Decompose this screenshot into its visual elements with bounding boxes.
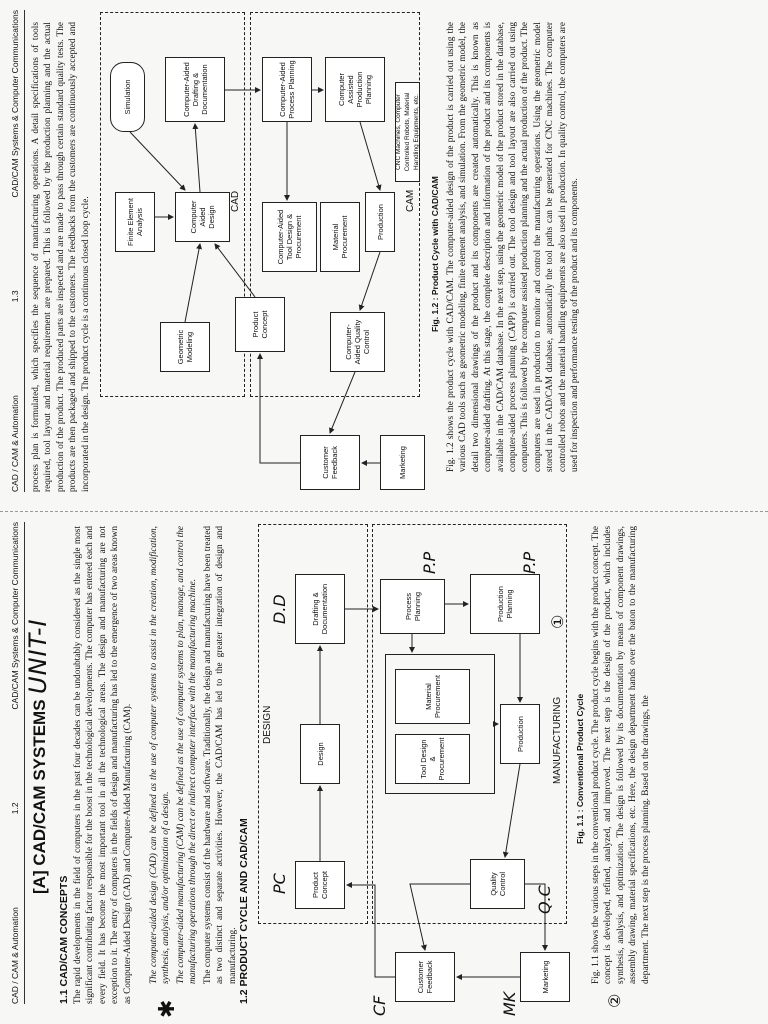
header-page-number: 1.2 [10, 802, 20, 815]
note-pp-2: P.P [520, 551, 539, 574]
cam-label: CAM [405, 189, 416, 212]
design-box: Design [300, 724, 340, 784]
computer-aided-design-box: Computer Aided Design [175, 192, 230, 242]
paragraph: Fig. 1.1 shows the various steps in the conventional product cycle. The product cycle begins with the product concept. The concept is developed, refined, analyzed, and improved. The next step is the design of the product, which includes synthesis, analysis, and optimization. The design is followed by its documentation by means of component drawings, assembly drawing, material specifications, etc. Here, the design department hands over the baton to the manufacturing department. The next step is the process planning. Based on the drawings, the [591, 526, 651, 984]
left-page [0, 512, 768, 1024]
header-book: CAD / CAM & Automation [10, 395, 20, 492]
note-pc: PC [270, 873, 289, 894]
quality-control-box: Quality Control [470, 859, 525, 909]
caqc-box: Computer-Aided Quality Control [330, 312, 385, 372]
section-heading: 1.1 CAD/CAM CONCEPTS [58, 875, 70, 1004]
drafting-box: Drafting & Documentation [295, 574, 345, 644]
note-mk: MK [500, 991, 519, 1016]
header-chapter: CAD/CAM Systems & Computer Communications [10, 522, 20, 710]
material-procurement-box: Material Procurement [395, 669, 470, 724]
header-book: CAD / CAM & Automation [10, 907, 20, 1004]
simulation-box: Simulation [110, 62, 145, 132]
header-chapter: CAD/CAM Systems & Computer Communications [10, 10, 20, 198]
note-cf: CF [370, 995, 389, 1016]
production-box: Production [500, 704, 540, 764]
geometric-modeling-box: Geometric Modeling [160, 322, 210, 372]
note-circle-one: ① [548, 614, 567, 629]
production-box: Production [365, 192, 395, 252]
cad-drafting-box: Computer-Aided Drafting & Documentation [165, 57, 225, 122]
production-planning-box: Production Planning [470, 574, 540, 634]
material-procurement-box: Material Procurement [320, 202, 360, 272]
customer-feedback-box: Customer Feedback [300, 435, 360, 490]
design-label: DESIGN [262, 705, 273, 744]
page-header [10, 522, 25, 1004]
marketing-box: Marketing [520, 952, 570, 1002]
process-planning-box: Process Planning [380, 579, 445, 634]
cnc-equipment-box: CNC Machines, Computer Controlled Robots, Material Handling Equipments, etc. [395, 82, 420, 182]
page-header [10, 10, 25, 492]
note-qc: Q.C [535, 885, 554, 914]
manufacturing-label: MANUFACTURING [552, 696, 563, 784]
handwritten-unit-note: UNIT-I [24, 618, 52, 694]
paragraph: The computer systems consist of the hardware and software. Traditionally, the design and manufacturing have been treated as two distinct and separate activities. However, the CAD/CAM has led to the greater integration of design and manufacturing. [203, 526, 238, 984]
section-heading: 1.2 PRODUCT CYCLE AND CAD/CAM [238, 818, 250, 1004]
product-concept-box: Product Concept [235, 297, 285, 352]
paragraph: The rapid developments in the field of computers in the past four decades can be undoubtably considered as the single most significant contributing factor responsible for the boost in the technological developments. The computer has entered each and every field. It has become the most important tool in all the technological areas. The design and manufacturing are not exception to it. The entry of computers in the fields of design and manufacturing has led to the emergence of two areas known as Computer-Aided Design (CAD) and Computer-Aided Manufacturing (CAM). [73, 526, 133, 1004]
paragraph: Fig. 1.2 shows the product cycle with CAD/CAM. The computer-aided design of the product is carried out using the various CAD tools such as geometric modeling, finite element analysis, and simulation. From the geometric model, the detail two dimensional drawings of the product and its components are created automatically. This is known as computer-aided drafting. At this stage, the complete description and information of the product and its components is available in the CAD/CAM database. In the next step, using the geometric model of the product stored in the database, computer-aided process planning (CAPP) is carried out. The tool design and tool layout are also carried out using computers. This is followed by the computer assisted production planning and the actual production of the product. The computers are used in production to monitor and control the manufacturing operations. Using the geometric model stored in the CAD/CAM database, automatically the tool paths can be generated for CNC machines. The computer controlled robots and the material handling equipments are also used in production. In quality control, the computers are used for inspection and performance testing of the product and its components. [446, 22, 581, 472]
figure-caption: Fig. 1.2 : Product Cycle with CAD/CAM [430, 176, 440, 332]
chapter-title: [A] CAD/CAM SYSTEMS [30, 699, 49, 894]
header-page-number: 1.3 [10, 290, 20, 303]
note-pp: P.P [420, 551, 439, 574]
tool-design-box: Tool Design & Procurement [395, 734, 470, 784]
paragraph-cam-definition: The computer-aided manufacturing (CAM) can be defined as the use of computer systems to plan, manage, and control the manufacturing operations through the direct or indirect computer interface with the manufacturing machine. [176, 526, 199, 984]
cad-tool-design-box: Computer-Aided Tool Design & Procurement [262, 202, 317, 272]
paragraph-cad-definition: The computer-aided design (CAD) can be defined as the use of computer systems to assist in the creation, modification, synthesis, analysis, and/or optimization of a design. [149, 526, 172, 984]
customer-feedback-box: Customer Feedback [395, 952, 455, 1002]
star-note-icon: ✱ [155, 999, 180, 1018]
computer-assisted-pp-box: Computer Assisted Production Planning [325, 57, 385, 122]
finite-element-box: Finite Element Analysis [115, 192, 155, 252]
cad-label: CAD [230, 190, 241, 212]
marketing-box: Marketing [380, 435, 425, 490]
paragraph: process plan is formulated, which specifies the sequence of manufacturing operations. A detail specifications of tools required, tool layout and material requirement are prepared. This is followed by the production planning and the actual production of the product. The produced parts are inspected and are made to pass through certain standard quality tests. The products are then packaged and shipped to the customers. The feedbacks from the customers are continuously accepted and incorporated in the design. The product cycle is a continuous closed loop cycle. [31, 22, 91, 492]
figure-caption: Fig. 1.1 : Conventional Product Cycle [575, 693, 585, 844]
note-dd: D.D [270, 594, 289, 624]
product-concept-box: Product Concept [295, 861, 345, 909]
capp-box: Computer-Aided Process Planning [262, 57, 312, 122]
note-circle-two: ② [605, 993, 624, 1008]
